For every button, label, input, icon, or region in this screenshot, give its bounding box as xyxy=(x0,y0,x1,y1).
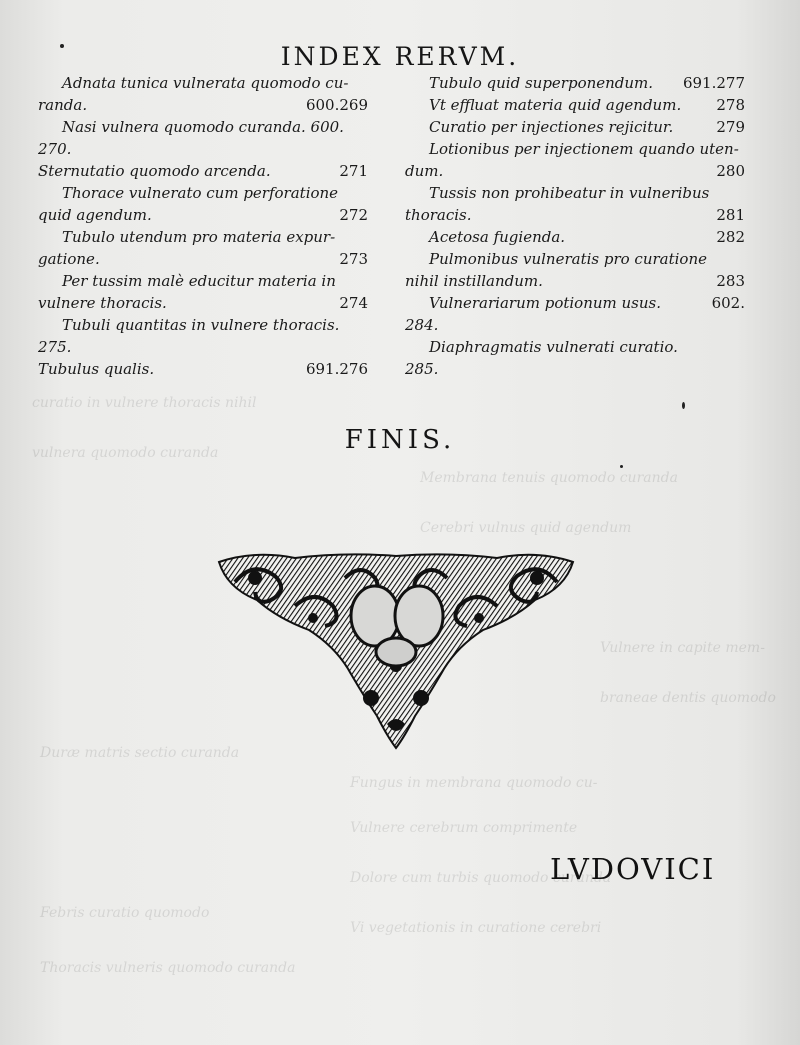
show-through-text: Cerebri vulnus quid agendum xyxy=(420,520,632,536)
page-ref: 282 xyxy=(716,228,745,246)
catchword: LVDOVICI xyxy=(550,852,716,886)
index-line xyxy=(38,248,368,270)
index-line xyxy=(405,314,745,336)
tailpiece-ornament xyxy=(215,548,577,757)
index-line xyxy=(38,116,368,138)
page-ref: 280 xyxy=(716,162,745,180)
index-entry-text: Tubulus qualis. xyxy=(38,360,155,378)
page-ref: 274 xyxy=(339,294,368,312)
show-through-text: Febris curatio quomodo xyxy=(40,905,210,921)
index-line xyxy=(405,292,745,314)
finis-heading: FINIS. xyxy=(344,425,456,455)
index-entry-text: 275. xyxy=(38,338,72,356)
index-entry-text: Tubulo utendum pro materia expur- xyxy=(62,228,336,246)
page-header: INDEX RERVM. xyxy=(280,42,520,71)
page-ref: 602. xyxy=(711,294,745,312)
index-entry-text: 285. xyxy=(405,360,439,378)
index-line xyxy=(405,72,745,94)
page-ref: 281 xyxy=(716,206,745,224)
index-line xyxy=(38,270,368,292)
index-entry-text: Nasi vulnera quomodo curanda. 600. xyxy=(62,118,344,136)
index-line xyxy=(38,204,368,226)
page-ref: 279 xyxy=(716,118,745,136)
index-line xyxy=(38,226,368,248)
page-ref: 283 xyxy=(716,272,745,290)
index-entry-text: nihil instillandum. xyxy=(405,272,543,290)
index-entry-text: Adnata tunica vulnerata quomodo cu- xyxy=(62,74,349,92)
index-line xyxy=(38,160,368,182)
index-entry-text: Lotionibus per injectionem quando uten- xyxy=(429,140,739,158)
index-line xyxy=(405,270,745,292)
ink-speck xyxy=(620,465,623,468)
index-column-left xyxy=(38,72,368,380)
show-through-text: Vulnere cerebrum comprimente xyxy=(350,820,578,836)
index-line xyxy=(405,160,745,182)
index-entry-text: Per tussim malè educitur materia in xyxy=(62,272,336,290)
index-entry-text: quid agendum. xyxy=(38,206,152,224)
index-line xyxy=(38,358,368,380)
index-line xyxy=(405,182,745,204)
index-entry-text: Pulmonibus vulneratis pro curatione xyxy=(429,250,708,268)
page-ref: 278 xyxy=(716,96,745,114)
index-entry-text: 270. xyxy=(38,140,72,158)
index-entry-text: Tussis non prohibeatur in vulneribus xyxy=(429,184,710,202)
index-entry-text: Diaphragmatis vulnerati curatio. xyxy=(429,338,678,356)
index-entry-text: Acetosa fugienda. xyxy=(429,228,566,246)
index-entry-text: Tubulo quid superponendum. xyxy=(429,74,654,92)
index-line xyxy=(38,314,368,336)
page-ref: 691.276 xyxy=(305,360,368,378)
show-through-text: vulnera quomodo curanda xyxy=(32,445,219,461)
index-line xyxy=(38,94,368,116)
show-through-text: Vulnere in capite mem- xyxy=(600,640,765,656)
index-entry-text: vulnere thoracis. xyxy=(38,294,167,312)
index-line xyxy=(38,336,368,358)
index-line xyxy=(405,226,745,248)
index-entry-text: 284. xyxy=(405,316,439,334)
index-entry-text: randa. xyxy=(38,96,88,114)
page-ref: 272 xyxy=(339,206,368,224)
index-entry-text: gatione. xyxy=(38,250,100,268)
index-line xyxy=(405,116,745,138)
page-ref: 600.269 xyxy=(305,96,368,114)
index-entry-text: Tubuli quantitas in vulnere thoracis. xyxy=(62,316,340,334)
show-through-text: Vi vegetationis in curatione cerebri xyxy=(350,920,602,936)
show-through-text: Membrana tenuis quomodo curanda xyxy=(420,470,678,486)
index-line xyxy=(38,72,368,94)
index-entry-text: Sternutatio quomodo arcenda. xyxy=(38,162,271,180)
page-ref: 271 xyxy=(339,162,368,180)
show-through-text: Fungus in membrana quomodo cu- xyxy=(350,775,598,791)
index-entry-text: Curatio per injectiones rejicitur. xyxy=(429,118,674,136)
index-entry-text: dum. xyxy=(405,162,444,180)
show-through-text: curatio in vulnere thoracis nihil xyxy=(32,395,257,411)
index-line xyxy=(38,182,368,204)
page-ref: 691.277 xyxy=(682,74,745,92)
ink-speck xyxy=(682,402,685,409)
index-line xyxy=(405,138,745,160)
index-line xyxy=(405,248,745,270)
index-entry-text: Thorace vulnerato cum perforatione xyxy=(62,184,339,202)
index-entry-text: Vulnerariarum potionum usus. xyxy=(429,294,662,312)
index-line xyxy=(38,292,368,314)
index-line xyxy=(405,358,745,380)
index-line xyxy=(405,94,745,116)
index-line xyxy=(405,336,745,358)
index-column-right xyxy=(405,72,745,380)
index-entry-text: thoracis. xyxy=(405,206,472,224)
ink-speck xyxy=(60,44,64,48)
index-entry-text: Vt effluat materia quid agendum. xyxy=(429,96,682,114)
show-through-text: Duræ matris sectio curanda xyxy=(40,745,240,761)
show-through-text: braneae dentis quomodo xyxy=(600,690,776,706)
page-ref: 273 xyxy=(339,250,368,268)
show-through-text: Dolore cum turbis quomodo curanda xyxy=(350,870,612,886)
ornament-graphic xyxy=(215,548,577,753)
show-through-text: Thoracis vulneris quomodo curanda xyxy=(40,960,296,976)
index-line xyxy=(405,204,745,226)
index-line xyxy=(38,138,368,160)
